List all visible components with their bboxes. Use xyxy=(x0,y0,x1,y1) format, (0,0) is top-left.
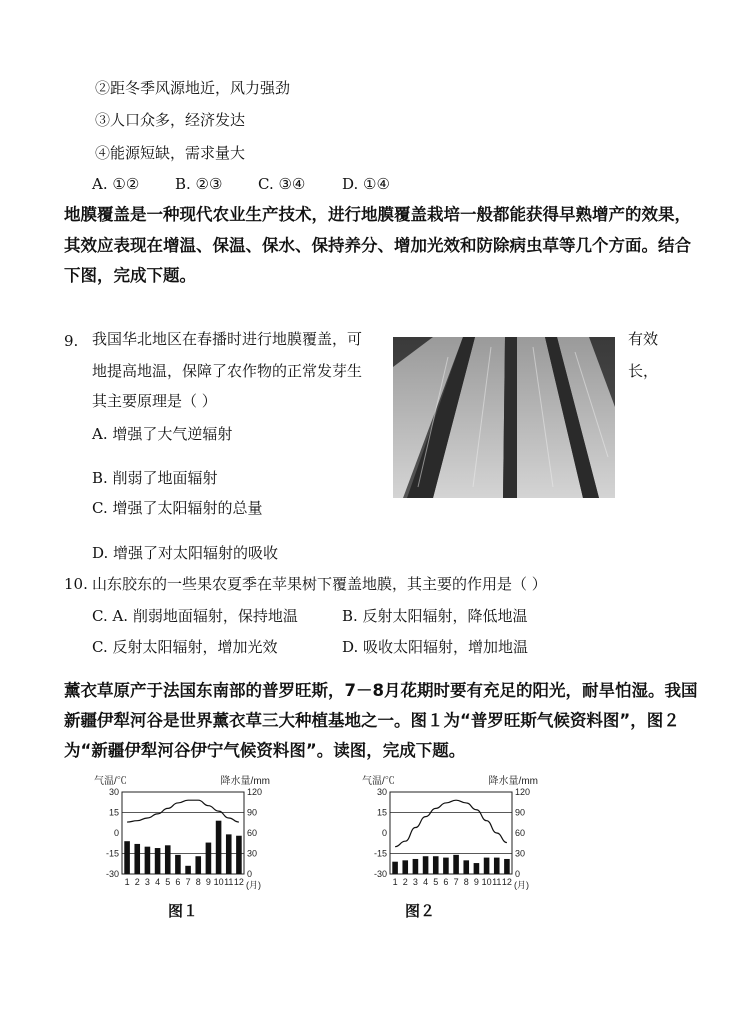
precip-tick-label: 120 xyxy=(515,787,531,797)
month-unit-label: (月) xyxy=(246,880,261,890)
month-tick-label: 4 xyxy=(423,877,429,887)
climate-chart-yining xyxy=(360,772,540,894)
precip-tick-label: 30 xyxy=(515,848,526,859)
option-4-text: ④能源短缺，需求量大 xyxy=(95,144,246,162)
precip-bar xyxy=(155,848,161,874)
climate-chart-provence xyxy=(92,772,272,894)
month-tick-label: 11 xyxy=(224,877,234,887)
option-2-text: ②距冬季风源地近，风力强劲 xyxy=(95,79,291,97)
q9-stem-line2: 地提高地温，保障了农作物的正常发芽生 xyxy=(92,362,363,380)
choice-b: B. ②③ xyxy=(175,175,223,193)
choice-a: A. ①② xyxy=(92,175,140,193)
temp-tick-label: 30 xyxy=(376,787,387,797)
month-tick-label: 2 xyxy=(134,877,140,887)
intro1-line3: 下图，完成下题。 xyxy=(64,266,196,285)
temp-tick-label: 30 xyxy=(108,787,119,797)
precip-bar xyxy=(392,862,398,874)
precip-bar xyxy=(165,845,171,874)
left-axis-label: 气温/℃ xyxy=(362,776,395,787)
temp-tick-label: -15 xyxy=(105,848,119,859)
precip-bar xyxy=(463,860,469,874)
precip-tick-label: 120 xyxy=(247,787,263,797)
precip-tick-label: 60 xyxy=(515,828,526,838)
q9-option-a: A. 增强了大气逆辐射 xyxy=(92,425,233,443)
month-tick-label: 5 xyxy=(165,877,171,887)
precip-bar xyxy=(413,859,419,874)
month-tick-label: 7 xyxy=(185,877,191,887)
temp-tick-label: 15 xyxy=(108,807,119,818)
q10-option-b: B. 反射太阳辐射，降低地温 xyxy=(342,607,528,625)
temp-tick-label: 15 xyxy=(376,807,387,818)
month-tick-label: 6 xyxy=(443,877,449,887)
month-tick-label: 10 xyxy=(481,877,492,887)
q10-option-c: C. 反射太阳辐射，增加光效 xyxy=(92,638,278,656)
intro2-line2: 新疆伊犁河谷是世界薰衣草三大种植基地之一。图１为“普罗旺斯气候资料图”，图２ xyxy=(64,711,680,730)
q10-number: 10. xyxy=(64,575,88,593)
month-tick-label: 2 xyxy=(402,877,408,887)
q9-stem-line2-right: 长， xyxy=(628,362,659,380)
precip-bar xyxy=(206,843,212,874)
figure-1-label: 图１ xyxy=(168,902,199,920)
month-tick-label: 3 xyxy=(412,877,418,887)
precip-bar xyxy=(433,856,439,874)
plot-frame xyxy=(390,792,512,874)
precip-bar xyxy=(494,858,500,874)
intro1-line2: 其效应表现在增温、保温、保水、保持养分、增加光效和防除病虫草等几个方面。结合 xyxy=(64,236,691,255)
option-3-text: ③人口众多，经济发达 xyxy=(95,111,246,129)
month-tick-label: 7 xyxy=(453,877,459,887)
month-tick-label: 8 xyxy=(463,877,469,887)
precip-bar xyxy=(226,834,232,874)
precip-bar xyxy=(504,859,510,874)
precip-bar xyxy=(124,841,130,874)
month-tick-label: 9 xyxy=(473,877,479,887)
month-tick-label: 12 xyxy=(233,877,244,887)
precip-tick-label: 90 xyxy=(247,807,258,818)
precip-tick-label: 60 xyxy=(247,828,258,838)
month-tick-label: 5 xyxy=(433,877,439,887)
left-axis-label: 气温/℃ xyxy=(94,776,127,787)
precip-tick-label: 0 xyxy=(247,869,253,879)
month-unit-label: (月) xyxy=(514,880,529,890)
precip-bar xyxy=(175,855,181,874)
temp-tick-label: -30 xyxy=(373,869,387,879)
q9-number: 9. xyxy=(64,332,79,350)
precip-tick-label: 30 xyxy=(247,848,258,859)
choice-d: D. ①④ xyxy=(342,175,390,193)
temp-tick-label: 0 xyxy=(381,828,387,838)
precip-bar xyxy=(236,836,242,874)
precip-bar xyxy=(185,866,191,874)
temperature-curve xyxy=(395,800,507,846)
q10-option-d: D. 吸收太阳辐射，增加地温 xyxy=(342,638,529,656)
q9-stem-line1: 我国华北地区在春播时进行地膜覆盖，可 xyxy=(92,330,363,348)
intro1-line1: 地膜覆盖是一种现代农业生产技术，进行地膜覆盖栽培一般都能获得早熟增产的效果， xyxy=(64,205,691,224)
month-tick-label: 9 xyxy=(205,877,211,887)
q10-stem: 山东胶东的一些果农夏季在苹果树下覆盖地膜，其主要的作用是（ ） xyxy=(92,575,547,593)
month-tick-label: 10 xyxy=(213,877,224,887)
q10-option-a: C. A. 削弱地面辐射，保持地温 xyxy=(92,607,298,625)
month-tick-label: 1 xyxy=(124,877,130,887)
month-tick-label: 1 xyxy=(392,877,398,887)
q9-option-b: B. 削弱了地面辐射 xyxy=(92,469,218,487)
temperature-curve xyxy=(127,800,239,822)
month-tick-label: 8 xyxy=(195,877,201,887)
intro2-line3: 为“新疆伊犁河谷伊宁气候资料图”。读图，完成下题。 xyxy=(64,741,466,760)
temp-tick-label: -15 xyxy=(373,848,387,859)
intro2-line1: 薰衣草原产于法国东南部的普罗旺斯，7－8月花期时要有充足的阳光，耐旱怕湿。我国 xyxy=(64,681,698,700)
precip-tick-label: 90 xyxy=(515,807,526,818)
q9-option-d: D. 增强了对太阳辐射的吸收 xyxy=(92,544,279,562)
precip-bar xyxy=(484,858,490,874)
figure-2-label: 图２ xyxy=(405,902,436,920)
choice-c: C. ③④ xyxy=(258,175,306,193)
month-tick-label: 12 xyxy=(501,877,512,887)
precip-bar xyxy=(216,821,222,874)
month-tick-label: 11 xyxy=(492,877,502,887)
right-axis-label: 降水量/mm xyxy=(488,776,538,787)
mulch-field-photo xyxy=(393,337,615,498)
q9-stem-line1-right: 有效 xyxy=(628,330,659,348)
month-tick-label: 4 xyxy=(155,877,161,887)
precip-bar xyxy=(443,858,449,874)
temp-tick-label: 0 xyxy=(113,828,119,838)
precip-bar xyxy=(134,844,140,874)
precip-bar xyxy=(402,860,408,874)
precip-bar xyxy=(195,856,201,874)
precip-tick-label: 0 xyxy=(515,869,521,879)
precip-bar xyxy=(145,847,151,874)
precip-bar xyxy=(423,856,429,874)
plot-frame xyxy=(122,792,244,874)
q9-stem-line3: 其主要原理是（ ） xyxy=(92,392,217,410)
precip-bar xyxy=(474,863,480,874)
month-tick-label: 3 xyxy=(144,877,150,887)
q9-option-c: C. 增强了太阳辐射的总量 xyxy=(92,499,263,517)
month-tick-label: 6 xyxy=(175,877,181,887)
right-axis-label: 降水量/mm xyxy=(220,776,270,787)
temp-tick-label: -30 xyxy=(105,869,119,879)
precip-bar xyxy=(453,855,459,874)
